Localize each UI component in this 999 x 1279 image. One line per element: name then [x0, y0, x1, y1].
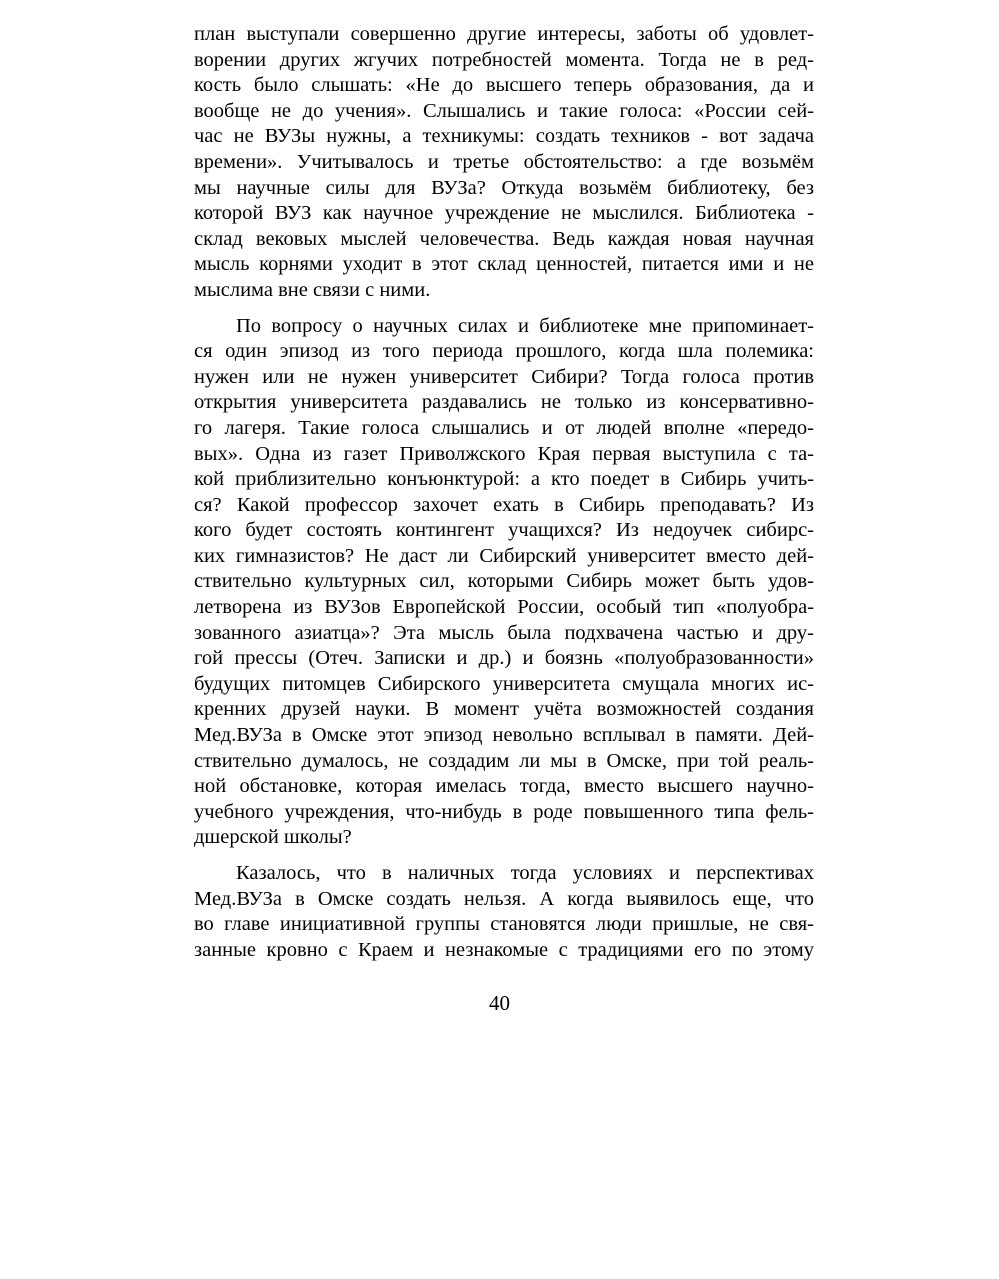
text-line: ствительно думалось, не создадим ли мы в Омске, при той реаль-	[194, 749, 814, 772]
text-line: мы научные силы для ВУЗа? Откуда возьмём библиотеку, без	[194, 176, 814, 199]
text-line: ствительно культурных сил, которыми Сибирь может быть удов-	[194, 570, 814, 593]
text-line: мысль корнями уходит в этот склад ценностей, питается ими и не	[194, 253, 814, 276]
text-line: которой ВУЗ как научное учреждение не мыслился. Библиотека -	[194, 202, 814, 225]
text-line: Мед.ВУЗа в Омске создать нельзя. А когда выявилось еще, что	[194, 887, 814, 910]
text-line: кого будет состоять контингент учащихся? Из недоучек сибирс-	[194, 519, 814, 542]
text-line: кость было слышать: «Не до высшего теперь образования, да и	[194, 74, 814, 97]
text-line: план выступали совершенно другие интересы, заботы об удовлет-	[194, 23, 814, 45]
text-line: зованного азиатца»? Эта мысль была подхвачена частью и дру-	[194, 621, 814, 644]
text-line: учебного учреждения, что-нибудь в роде повышенного типа фель-	[194, 800, 814, 823]
text-line: Мед.ВУЗа в Омске этот эпизод невольно всплывал в памяти. Дей-	[194, 724, 814, 747]
text-line: ной обстановке, которая имелась тогда, вместо высшего научно-	[194, 775, 814, 798]
text-line: го лагеря. Такие голоса слышались и от людей вполне «передо-	[194, 416, 814, 439]
text-line: ся? Какой профессор захочет ехать в Сибирь преподавать? Из	[194, 493, 814, 516]
text-line: ся один эпизод из того периода прошлого, когда шла полемика:	[194, 340, 814, 363]
text-line: гой прессы (Отеч. Записки и др.) и боязнь «полуобразованности»	[194, 647, 814, 670]
text-line: Казалось, что в наличных тогда условиях и перспективах	[236, 862, 814, 884]
text-line: времени». Учитывалось и третье обстоятельство: а где возьмём	[194, 150, 814, 173]
page-body-text	[194, 22, 814, 963]
text-line: ворении других жгучих потребностей момента. Тогда не в ред-	[194, 48, 814, 71]
paragraph-1	[194, 22, 814, 304]
text-line: будущих питомцев Сибирского университета смущала многих ис-	[194, 672, 814, 695]
text-line: мыслима вне связи с ними.	[194, 278, 431, 301]
text-line: во главе инициативной группы становятся люди пришлые, не свя-	[194, 913, 814, 936]
text-line: склад вековых мыслей человечества. Ведь каждая новая научная	[194, 227, 814, 250]
text-line: ких гимназистов? Не даст ли Сибирский университет вместо дей-	[194, 544, 814, 567]
text-line: час не ВУЗы нужны, а техникумы: создать техников - вот задача	[194, 125, 814, 148]
text-line: нужен или не нужен университет Сибири? Тогда голоса против	[194, 365, 814, 388]
text-line: занные кровно с Краем и незнакомые с традициями его по этому	[194, 938, 814, 961]
text-line: открытия университета раздавались не только из консервативно-	[194, 391, 814, 414]
text-line: вообще не до учения». Слышались и такие голоса: «России сей-	[194, 99, 814, 122]
text-line: кой приблизительно конъюнктурой: а кто поедет в Сибирь учить-	[194, 468, 814, 491]
text-line: летворена из ВУЗов Европейской России, особый тип «полуобра-	[194, 596, 814, 619]
paragraph-3	[194, 861, 814, 963]
text-line: вых». Одна из газет Приволжского Края первая выступила с та-	[194, 442, 814, 465]
text-line: дшерской школы?	[194, 826, 352, 849]
text-line: По вопросу о научных силах и библиотеке мне припоминает-	[236, 314, 814, 337]
paragraph-2	[194, 314, 814, 851]
text-line: кренних друзей науки. В момент учёта возможностей создания	[194, 698, 814, 721]
page-number: 40	[489, 991, 510, 1015]
